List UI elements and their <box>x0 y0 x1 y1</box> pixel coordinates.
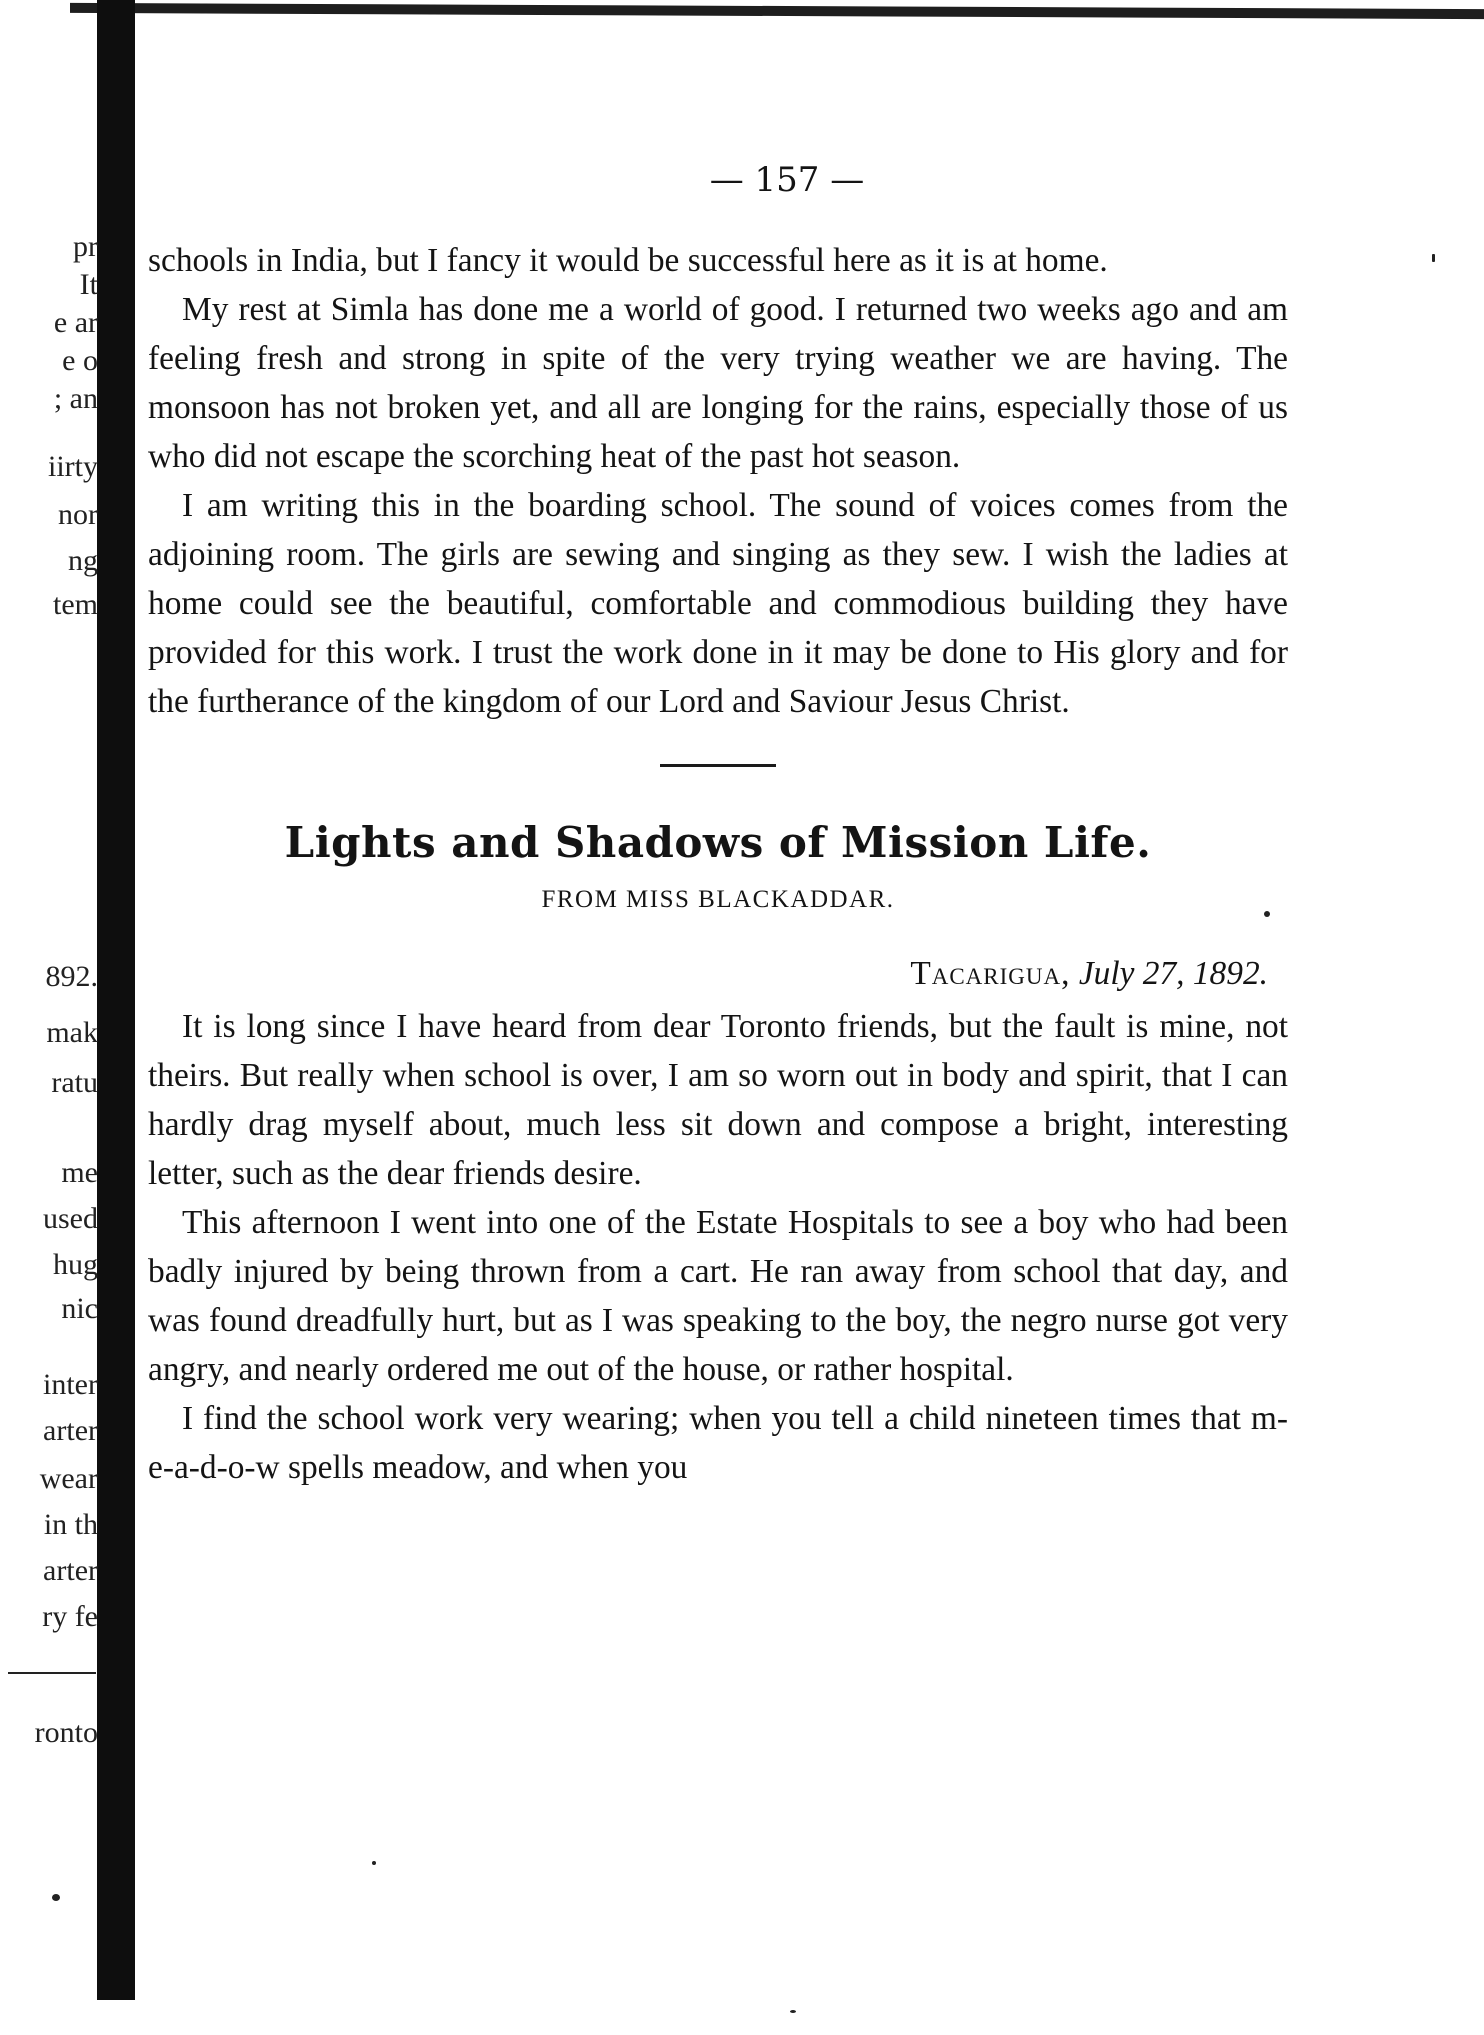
scan-speck <box>1264 911 1270 917</box>
margin-fragment: ronto <box>34 1716 98 1749</box>
margin-fragment: 892. <box>45 960 98 993</box>
margin-fragment: tem <box>53 588 98 621</box>
letter-paragraph: schools in India, but I fancy it would be successful here as it is at home. <box>148 242 1108 279</box>
margin-fragment: arter <box>43 1554 98 1587</box>
article-byline: FROM MISS BLACKADDAR. <box>541 886 895 913</box>
margin-rule <box>8 1672 96 1674</box>
scan-speck <box>52 1894 60 1901</box>
margin-fragment: used <box>43 1202 98 1235</box>
page-number: — 157 — <box>709 160 865 200</box>
article-dateline <box>148 949 1288 998</box>
margin-fragment: pr <box>73 230 98 263</box>
margin-fragment: inter <box>43 1368 98 1401</box>
article-title: Lights and Shadows of Mission Life. <box>284 818 1152 867</box>
margin-fragment: nic <box>61 1292 98 1325</box>
margin-fragment: It <box>79 268 98 301</box>
top-scan-rule <box>70 3 1484 19</box>
article-paragraph: It is long since I have heard from dear Toronto friends, but the fault is mine, not theirs. But really when school is over, I am so worn out in body and spirit, that I can hardly drag myself about, much less sit down and compose a bright, interesting letter, such as the dear friends desire. <box>148 1008 1288 1192</box>
page-body <box>148 236 1288 1492</box>
scan-speck <box>1432 254 1435 262</box>
dateline-place: Tacarigua, <box>910 955 1071 992</box>
section-divider <box>660 764 776 767</box>
margin-fragment: ; an <box>53 382 98 415</box>
margin-fragment: in th <box>43 1508 98 1541</box>
margin-fragment: arter <box>43 1414 98 1447</box>
article-paragraph: This afternoon I went into one of the Estate Hospitals to see a boy who had been badly injured by being thrown from a cart. He ran away from school that day, and was found dreadfully hurt, but as I was speaking to the boy, the negro nurse got very angry, and nearly ordered me out of the house, or rather hospital. <box>148 1204 1288 1388</box>
facing-page-fragments <box>0 180 100 1980</box>
margin-fragment: me <box>61 1156 98 1189</box>
book-spine-shadow <box>97 0 135 2000</box>
margin-fragment: ng <box>68 544 98 577</box>
margin-fragment: mak <box>46 1016 98 1049</box>
margin-fragment: nor <box>58 498 98 531</box>
margin-fragment: hug <box>53 1248 98 1281</box>
letter-paragraph: I am writing this in the boarding school. The sound of voices comes from the adjoining room. The girls are sewing and singing as they sew. I wish the ladies at home could see the beautiful, comfortable and commodious building they have provided for this work. I trust the work done in it may be done to His glory and for the furtherance of the kingdom of our Lord and Saviour Jesus Christ. <box>148 487 1288 720</box>
margin-fragment: iirty <box>48 450 98 483</box>
scan-speck <box>790 2010 796 2013</box>
margin-fragment: wear <box>39 1462 98 1495</box>
margin-fragment: e o <box>62 344 98 377</box>
scan-speck <box>372 1861 376 1865</box>
letter-paragraph: My rest at Simla has done me a world of good. I returned two weeks ago and am feeling fresh and strong in spite of the very trying weather we are having. The monsoon has not broken yet, and all are longing for the rains, especially those of us who did not escape the scorching heat of the past hot season. <box>148 291 1288 475</box>
article-paragraph: I find the school work very wearing; when you tell a child nineteen times that m-e-a-d-o-w spells meadow, and when you <box>148 1400 1288 1486</box>
margin-fragment: ratu <box>51 1066 98 1099</box>
dateline-date: July 27, 1892. <box>1078 955 1268 992</box>
margin-fragment: ry fe <box>42 1600 98 1633</box>
margin-fragment: e ar <box>53 306 98 339</box>
